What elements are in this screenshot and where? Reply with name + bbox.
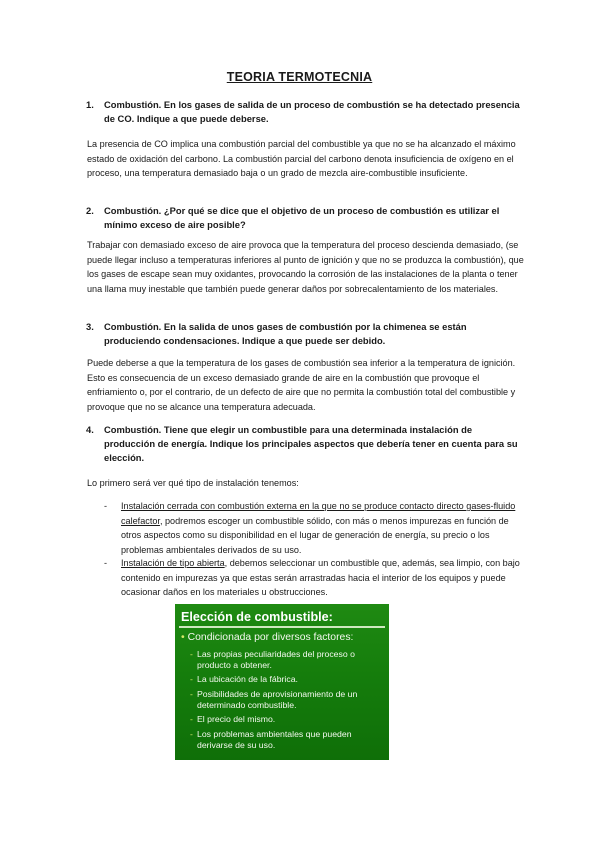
slide-sub-point-text: Las propias peculiaridades del proceso o producto a obtener.	[197, 649, 355, 670]
slide-sub-point-text: Posibilidades de aprovisionamiento de un determinado combustible.	[197, 689, 358, 710]
question-text: Combustión. En los gases de salida de un proceso de combustión se ha detectado presencia de CO. Indique a que puede deberse.	[104, 99, 520, 125]
question-text: Combustión. Tiene que elegir un combustible para una determinada instalación de producción de energía. Indique los principales aspectos que debería tener en cuenta para su elección.	[104, 424, 518, 464]
question-1	[86, 98, 524, 126]
bullet-underlined-text: Instalación de tipo abierta	[121, 558, 225, 568]
answer-3: Puede deberse a que la temperatura de los gases de combustión sea inferior a la temperatura de ignición. Esto es consecuencia de un exceso demasiado grande de aire en la combustión que provoque el enfriamiento o, por el contrario, de un defecto de aire que no permita la combustión total del combustible y provoque que no se alcance una temperatura adecuada.	[87, 358, 516, 412]
dash-bullet-icon: -	[190, 674, 193, 684]
dash-bullet-icon: -	[190, 729, 193, 739]
question-number: 4.	[86, 424, 94, 435]
answer-2: Trabajar con demasiado exceso de aire provoca que la temperatura del proceso descienda demasiado, (se puede llegar incluso a temperaturas inferiores al punto de ignición y que no se produzca la combustión), que los gases de escape sean muy oxidantes, provocando la corrosión de las instalaciones de la planta o tener una llama muy inestable que también puede generar daños por sobrecalentamiento de los materiales.	[87, 240, 524, 294]
slide-title: Elección de combustible:	[181, 610, 333, 624]
answer-1: La presencia de CO implica una combustión parcial del combustible ya que no se ha alcanzado el máximo estado de oxidación del carbono. La combustión parcial del carbono denota insuficiencia de oxígeno en el proceso, una temperatura demasiado baja o un grado de mezcla aire-combustible insuficiente.	[87, 139, 516, 179]
slide-sub-point	[190, 689, 383, 710]
question-3	[86, 320, 524, 348]
bullet-text: , podremos escoger un combustible sólido, con más o menos impurezas en función de otros aspectos como su disponibilidad en el lugar de generación de energía, su precio o los problemas ambientales derivados de su uso.	[121, 515, 509, 555]
slide-divider	[179, 626, 385, 628]
bullet-text: , debemos seleccionar un combustible que, además, sea limpio, con bajo contenido en impurezas ya que estas serán arrastradas hacia el interior de los equipos y puede ocasionar daños en los materiales u obstrucciones.	[121, 558, 520, 598]
slide-sub-point	[190, 649, 383, 670]
dash-bullet-icon: -	[190, 689, 193, 699]
question-number: 2.	[86, 205, 94, 216]
question-number: 1.	[86, 99, 94, 110]
slide-main-point-text: Condicionada por diversos factores:	[187, 632, 354, 643]
bullet-dot-icon: •	[181, 632, 185, 643]
dash-bullet-icon: -	[190, 649, 193, 659]
slide-sub-point-text: El precio del mismo.	[197, 714, 276, 724]
slide-sub-point	[190, 674, 383, 685]
question-number: 3.	[86, 321, 94, 332]
question-text: Combustión. En la salida de unos gases de combustión por la chimenea se están produciendo condensaciones. Indique a que puede ser debido.	[104, 321, 467, 347]
question-2	[86, 204, 524, 232]
document-title: TEORIA TERMOTECNIA	[226, 70, 373, 84]
slide-sub-point	[190, 714, 383, 725]
bullet-dash: -	[104, 558, 108, 568]
slide-main-point	[181, 632, 385, 643]
bullet-item-open-installation	[104, 556, 526, 600]
answer-4-intro: Lo primero será ver qué tipo de instalación tenemos:	[87, 478, 299, 488]
slide-sub-point-text: Los problemas ambientales que pueden derivarse de su uso.	[197, 729, 352, 750]
bullet-dash: -	[104, 501, 108, 511]
slide-sub-point	[190, 729, 383, 750]
question-4	[86, 423, 524, 466]
bullet-item-closed-installation	[104, 499, 526, 557]
bullet-underlined-text: Instalación cerrada con combustión externa en la que no se produce contacto directo gases-fluido calefactor	[121, 501, 516, 526]
question-text: Combustión. ¿Por qué se dice que el objetivo de un proceso de combustión es utilizar el mínimo exceso de aire posible?	[104, 205, 500, 231]
slide-sub-point-text: La ubicación de la fábrica.	[197, 674, 298, 684]
dash-bullet-icon: -	[190, 714, 193, 724]
fuel-selection-slide	[175, 604, 389, 760]
